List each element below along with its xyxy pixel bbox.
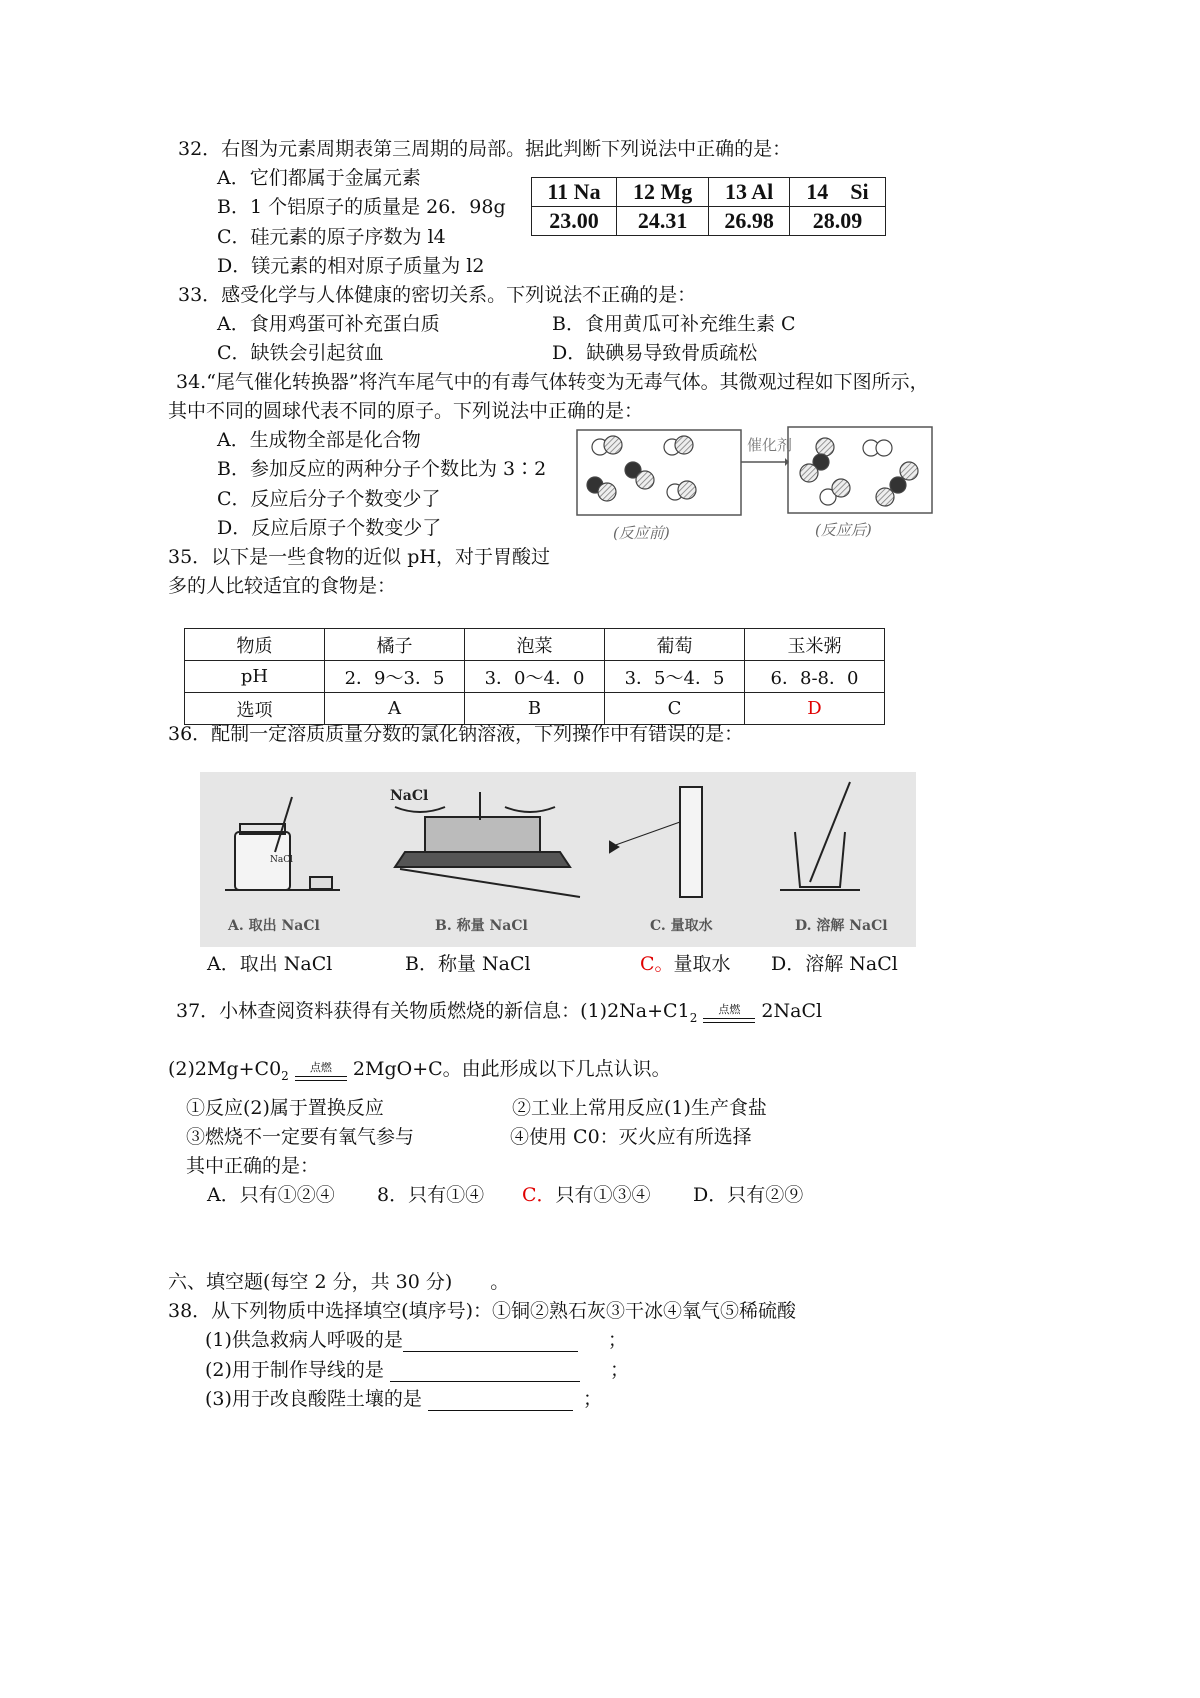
q37-point-3: ③燃烧不一定要有氧气参与: [186, 1126, 415, 1148]
reaction-diagram: [575, 425, 937, 545]
condition-label: 点燃: [718, 1002, 741, 1016]
q37-option-a: A．只有①②④: [207, 1184, 335, 1206]
before-label: (反应前): [613, 524, 670, 542]
q32-option-c: C．硅元素的原子序数为 l4: [217, 226, 446, 248]
q37-point-2: ②工业上常用反应(1)生产食盐: [512, 1097, 767, 1119]
answer-cell: D: [745, 693, 885, 725]
ph-table: [184, 628, 885, 725]
q32-stem: 32．右图为元素周期表第三周期的局部。据此判断下列说法中正确的是：: [178, 138, 792, 160]
q32-option-b: B．1 个铝原子的质量是 26．98g: [217, 196, 506, 218]
figure-label-a: A. 取出 NaCl: [228, 918, 320, 934]
cell: 14 Si: [789, 178, 885, 207]
answer-blank[interactable]: [428, 1392, 573, 1411]
catalyst-label: 催化剂: [747, 436, 793, 454]
cell: 泡菜: [465, 629, 605, 661]
q34-stem-line2: 其中不同的圆球代表不同的原子。下列说法中正确的是：: [168, 400, 644, 422]
cell: A: [325, 693, 465, 725]
cell: 12 Mg: [616, 178, 708, 207]
cell: B: [465, 693, 605, 725]
q36-option-a: A．取出 NaCl: [207, 953, 333, 975]
section-6-heading: 六、填空题(每空 2 分，共 30 分) 。: [168, 1271, 510, 1293]
q32-option-a: A．它们都属于金属元素: [217, 167, 421, 189]
answer-blank[interactable]: [403, 1333, 578, 1352]
q34-option-a: A．生成物全部是化合物: [217, 429, 421, 451]
q37-eq2: [168, 1057, 671, 1088]
cell: C: [605, 693, 745, 725]
q33-option-a: A．食用鸡蛋可补充蛋白质: [217, 313, 440, 335]
cell: 13 Al: [709, 178, 790, 207]
q38-item-3: [205, 1387, 602, 1411]
cell: 26.98: [709, 207, 790, 236]
q37-option-d: D．只有②⑨: [693, 1184, 804, 1206]
figure-label-c: C. 量取水: [650, 918, 713, 934]
cell: 2．9～3．5: [325, 661, 465, 693]
lab-operations-figure: [200, 772, 916, 947]
q38-stem: 38．从下列物质中选择填空(填序号)：①铜②熟石灰③干冰④氧气⑤稀硫酸: [168, 1300, 797, 1322]
periodic-table-fragment: [531, 177, 886, 236]
q34-option-d: D．反应后原子个数变少了: [217, 517, 442, 539]
cell: 6．8-8．0: [745, 661, 885, 693]
figure-label-b: B. 称量 NaCl: [435, 918, 528, 934]
figure-label-d: D. 溶解 NaCl: [795, 918, 888, 934]
subscript: 2: [281, 1068, 289, 1083]
cell: 物质: [185, 629, 325, 661]
cell: pH: [185, 661, 325, 693]
after-label: (反应后): [815, 521, 872, 539]
q32-option-d: D．镁元素的相对原子质量为 l2: [217, 255, 485, 277]
q33-stem: 33．感受化学与人体健康的密切关系。下列说法不正确的是：: [178, 284, 697, 306]
eq2-products: 2MgO+C。由此形成以下几点认识。: [352, 1058, 671, 1080]
cell: 23.00: [532, 207, 617, 236]
cell: 28.09: [789, 207, 885, 236]
q36-option-c: 量取水: [673, 953, 731, 975]
cell: 橘子: [325, 629, 465, 661]
semicolon: ；: [582, 1388, 602, 1410]
cell: 葡萄: [605, 629, 745, 661]
q38-item-1: [205, 1328, 627, 1352]
q38-item-label: (1)供急救病人呼吸的是: [205, 1329, 403, 1351]
q37-text: 37．小林查阅资料获得有关物质燃烧的新信息：(1)2Na+C1: [176, 1000, 690, 1022]
q33-option-b: B．食用黄瓜可补充维生素 C: [552, 313, 796, 335]
q37-point-1: ①反应(2)属于置换反应: [186, 1097, 384, 1119]
cell: 3．0～4．0: [465, 661, 605, 693]
subscript: 2: [689, 1010, 698, 1025]
q37-point-4: ④使用 C0：灭火应有所选择: [510, 1126, 752, 1148]
nacl-label: NaCl: [390, 788, 429, 804]
cell: 11 Na: [532, 178, 617, 207]
cell: 玉米粥: [745, 629, 885, 661]
eq2-reactants: (2)2Mg+C0: [168, 1058, 282, 1080]
q38-item-label: (2)用于制作导线的是: [205, 1359, 384, 1381]
q36-answer-c: C。: [640, 953, 674, 975]
semicolon: ；: [607, 1329, 627, 1351]
q36-option-b: B．称量 NaCl: [405, 953, 531, 975]
q34-option-b: B．参加反应的两种分子个数比为 3∶2: [217, 458, 547, 480]
semicolon: ；: [609, 1359, 629, 1381]
jar-label: NaCl: [270, 855, 294, 865]
q36-option-d: D．溶解 NaCl: [771, 953, 898, 975]
q37-answer-c: C．: [522, 1184, 556, 1206]
cell: 24.31: [616, 207, 708, 236]
q33-option-c: C．缺铁会引起贫血: [217, 342, 384, 364]
reaction-condition: [703, 1002, 755, 1030]
q35-stem-line2: 多的人比较适宜的食物是：: [168, 575, 397, 597]
q37-option-c: 只有①③④: [555, 1184, 651, 1206]
q38-item-label: (3)用于改良酸陛土壤的是: [205, 1388, 422, 1410]
q37-stem: [176, 999, 822, 1030]
condition-label: 点燃: [309, 1060, 332, 1074]
cell: 选项: [185, 693, 325, 725]
q36-stem: 36．配制一定溶质质量分数的氯化钠溶液，下列操作中有错误的是：: [168, 723, 744, 745]
q34-stem-line1: 34.“尾气催化转换器”将汽车尾气中的有毒气体转变为无毒气体。其微观过程如下图所示，: [176, 371, 929, 393]
q38-item-2: [205, 1358, 629, 1382]
eq1-product: 2NaCl: [761, 1000, 823, 1022]
q37-option-b: 8．只有①④: [377, 1184, 485, 1206]
q37-ask: 其中正确的是：: [186, 1155, 320, 1177]
q33-option-d: D．缺碘易导致骨质疏松: [552, 342, 758, 364]
answer-blank[interactable]: [390, 1363, 580, 1382]
reaction-condition: [295, 1060, 347, 1088]
q34-option-c: C．反应后分子个数变少了: [217, 488, 441, 510]
cell: 3．5～4．5: [605, 661, 745, 693]
q35-stem-line1: 35．以下是一些食物的近似 pH，对于胃酸过: [168, 546, 550, 568]
